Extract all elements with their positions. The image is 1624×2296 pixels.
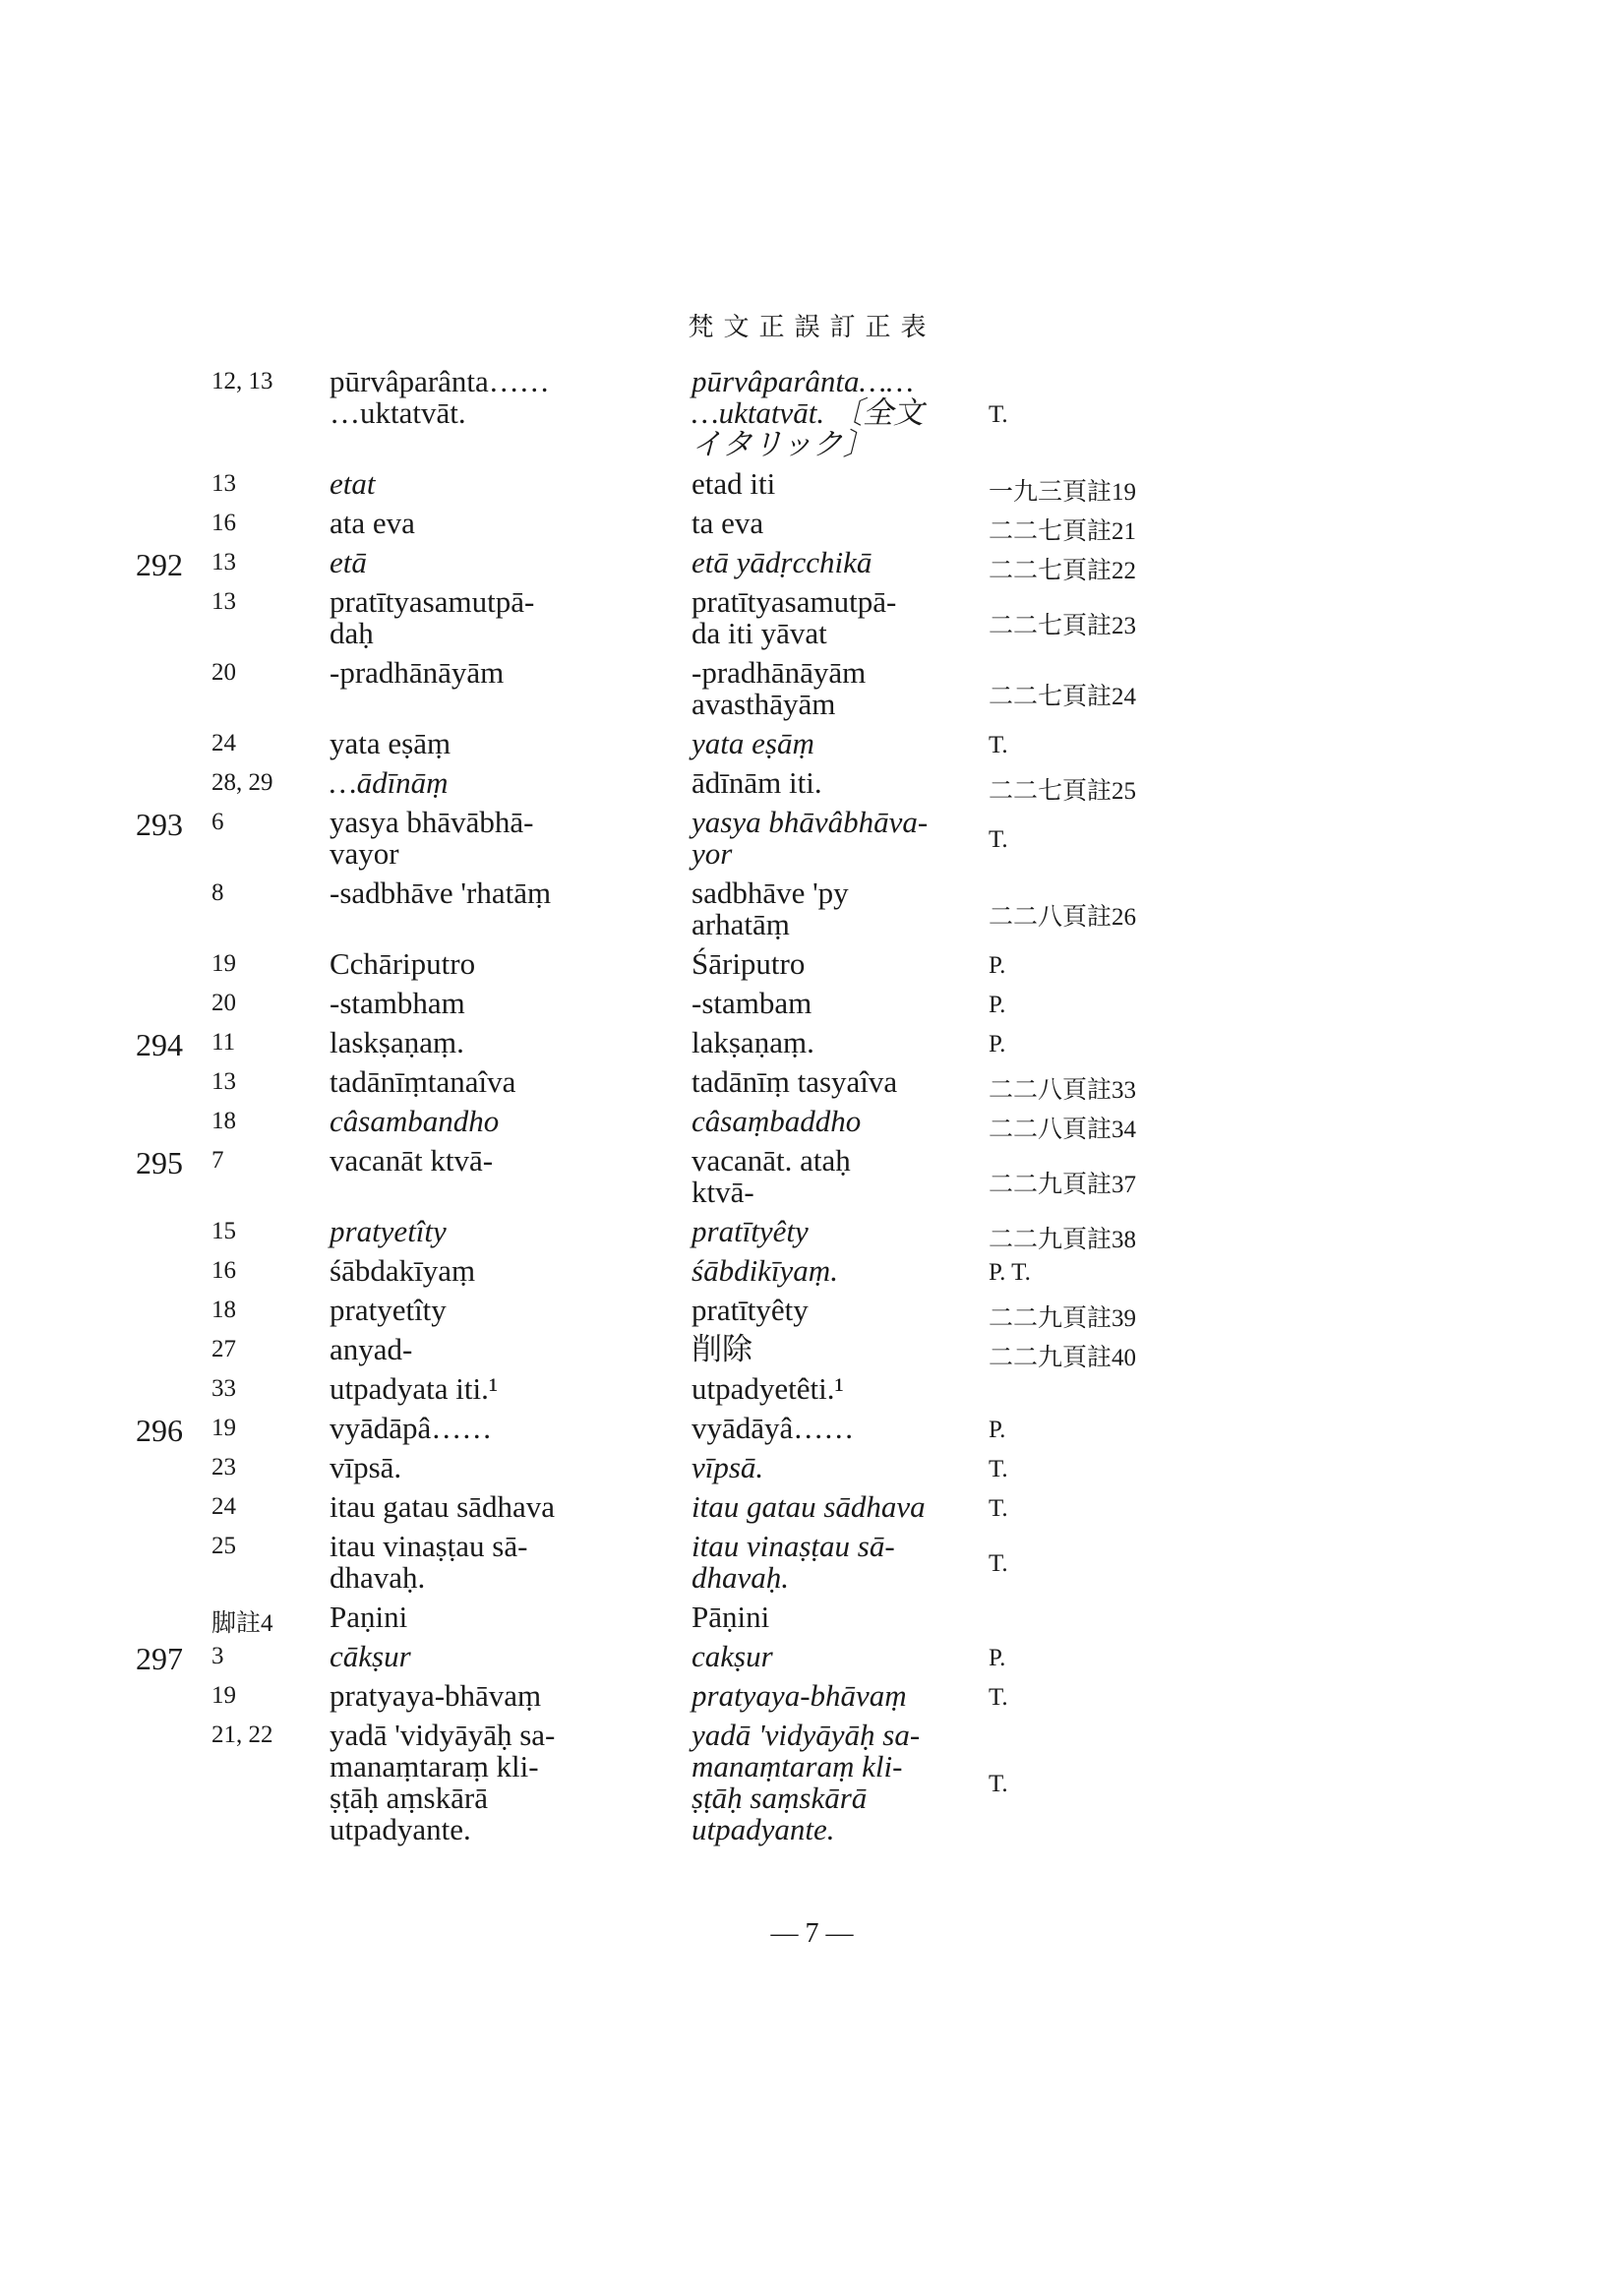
cell-line: 16	[211, 510, 236, 536]
table-row	[0, 728, 1624, 767]
cell-right-line: itau gatau sādhava	[692, 1489, 926, 1524]
cell-right-line: pratītyêty	[692, 1293, 809, 1327]
cell-right-line: câsaṃbaddho	[692, 1104, 862, 1138]
cell-line: 13	[211, 588, 236, 615]
cell-right	[692, 366, 977, 460]
cell-right-line: -pradhānāyām	[692, 655, 867, 690]
cell-line: 11	[211, 1029, 236, 1056]
cell-line: 6	[211, 809, 224, 835]
cell-page: 297	[136, 1641, 183, 1676]
cell-wrong	[330, 988, 664, 1019]
cell-right-line: pratītyasamutpā-	[692, 584, 897, 619]
table-row	[0, 547, 1624, 586]
cell-line: 13	[211, 1068, 236, 1095]
table-row	[0, 1066, 1624, 1106]
cell-wrong-line: …ādīnāṃ	[330, 765, 449, 800]
cell-right	[692, 948, 977, 980]
cell-wrong	[330, 877, 664, 909]
cell-wrong	[330, 728, 664, 759]
table-row	[0, 657, 1624, 728]
cell-right-line: dhavaḥ.	[692, 1560, 790, 1595]
cell-page: 295	[136, 1145, 183, 1180]
table-row	[0, 1680, 1624, 1720]
cell-right-line: yata eṣāṃ	[692, 726, 814, 760]
cell-ref: T.	[989, 826, 1008, 853]
cell-wrong	[330, 1491, 664, 1523]
cell-right-line: yor	[692, 836, 733, 871]
cell-right-line: da iti yāvat	[692, 616, 827, 650]
table-row	[0, 508, 1624, 547]
cell-right	[692, 988, 977, 1019]
cell-wrong	[330, 366, 664, 429]
cell-line: 20	[211, 990, 236, 1016]
cell-right-line: ṣṭāḥ saṃskārā	[692, 1781, 868, 1815]
cell-wrong-line: câsambandho	[330, 1104, 500, 1138]
table-row	[0, 1531, 1624, 1601]
cell-wrong-line: -pradhānāyām	[330, 655, 505, 690]
cell-right-line: -stambam	[692, 986, 812, 1020]
cell-right	[692, 1452, 977, 1483]
cell-right	[692, 508, 977, 539]
cell-wrong-line: pratyaya-bhāvaṃ	[330, 1678, 542, 1713]
cell-ref: 二二七頁註25	[989, 778, 1137, 805]
cell-right	[692, 1066, 977, 1098]
cell-line: 7	[211, 1147, 224, 1174]
cell-wrong	[330, 1295, 664, 1326]
cell-right-line: sadbhāve 'py	[692, 876, 849, 910]
cell-ref: 二二九頁註39	[989, 1305, 1137, 1332]
cell-right-line: utpadyante.	[692, 1812, 835, 1846]
cell-right-line: vīpsā.	[692, 1450, 764, 1484]
cell-wrong-line: itau vinaṣṭau sā-	[330, 1529, 528, 1563]
cell-ref: P.	[989, 1645, 1006, 1671]
cell-ref: 二二七頁註22	[989, 558, 1137, 584]
cell-right-line: etā yādṛcchikā	[692, 545, 872, 579]
table-row	[0, 877, 1624, 948]
cell-right	[692, 1295, 977, 1326]
table-row	[0, 948, 1624, 988]
cell-wrong	[330, 547, 664, 578]
table-row	[0, 1106, 1624, 1145]
cell-right	[692, 1373, 977, 1405]
table-row	[0, 767, 1624, 807]
cell-right	[692, 767, 977, 799]
cell-wrong-line: ata eva	[330, 506, 415, 540]
cell-wrong	[330, 1255, 664, 1287]
cell-wrong-line: dhavaḥ.	[330, 1560, 426, 1595]
cell-right-line: utpadyetêti.¹	[692, 1371, 844, 1406]
cell-right	[692, 1680, 977, 1712]
cell-wrong	[330, 1452, 664, 1483]
cell-wrong-line: pratyetîty	[330, 1214, 447, 1248]
cell-ref: T.	[989, 1771, 1008, 1797]
cell-wrong-line: ṣṭāḥ aṃskārā	[330, 1781, 488, 1815]
cell-wrong	[330, 1145, 664, 1177]
cell-right	[692, 877, 977, 940]
cell-right	[692, 1255, 977, 1287]
cell-right-line: lakṣaṇaṃ.	[692, 1025, 814, 1059]
cell-right-line: pūrvâparânta……	[692, 364, 914, 398]
cell-line: 21, 22	[211, 1722, 273, 1748]
cell-wrong-line: yasya bhāvābhā-	[330, 805, 534, 839]
cell-line: 16	[211, 1257, 236, 1284]
cell-wrong-line: -stambham	[330, 986, 465, 1020]
cell-right-line: arhatāṃ	[692, 907, 790, 941]
cell-wrong	[330, 948, 664, 980]
cell-ref: 二二八頁註26	[989, 904, 1137, 931]
cell-line: 28, 29	[211, 769, 273, 796]
cell-right-line: ta eva	[692, 506, 764, 540]
cell-wrong	[330, 468, 664, 500]
cell-line: 24	[211, 1493, 236, 1520]
cell-right	[692, 1720, 977, 1845]
cell-right	[692, 547, 977, 578]
cell-right-line: etad iti	[692, 466, 776, 501]
page-title: 梵文正誤訂正表	[688, 313, 936, 341]
cell-right-line: イタリック〕	[692, 427, 873, 461]
cell-right	[692, 1413, 977, 1444]
table-row	[0, 1452, 1624, 1491]
cell-right-line: yasya bhāvâbhāva-	[692, 805, 929, 839]
cell-line: 15	[211, 1218, 236, 1244]
table-row	[0, 988, 1624, 1027]
cell-ref: P.	[989, 1417, 1006, 1443]
cell-right	[692, 1216, 977, 1247]
cell-right	[692, 728, 977, 759]
cell-right-line: pratyaya-bhāvaṃ	[692, 1678, 907, 1713]
cell-right	[692, 586, 977, 649]
cell-line: 13	[211, 470, 236, 497]
cell-wrong-line: yata eṣāṃ	[330, 726, 451, 760]
cell-right-line: tadānīṃ tasyaîva	[692, 1064, 898, 1099]
cell-right-line: avasthāyām	[692, 687, 836, 721]
cell-wrong-line: pūrvâparânta……	[330, 364, 550, 398]
cell-wrong-line: vyādāpâ……	[330, 1411, 493, 1445]
cell-right-line: …uktatvāt. 〔全文	[692, 395, 924, 430]
table-row	[0, 1027, 1624, 1066]
cell-line: 20	[211, 659, 236, 686]
cell-right-line: Pāṇini	[692, 1600, 770, 1634]
table-row	[0, 1720, 1624, 1853]
cell-line: 3	[211, 1643, 224, 1669]
cell-right	[692, 1531, 977, 1594]
cell-line: 19	[211, 1682, 236, 1709]
cell-page: 294	[136, 1027, 183, 1062]
cell-right	[692, 1027, 977, 1058]
cell-wrong-line: Paṇini	[330, 1600, 408, 1634]
cell-wrong-line: pratyetîty	[330, 1293, 447, 1327]
cell-wrong	[330, 1373, 664, 1405]
cell-wrong	[330, 586, 664, 649]
cell-wrong	[330, 1216, 664, 1247]
cell-wrong	[330, 1531, 664, 1594]
cell-line: 23	[211, 1454, 236, 1480]
page-number: — 7 —	[770, 1918, 854, 1949]
cell-ref: T.	[989, 1456, 1008, 1482]
cell-line: 25	[211, 1533, 236, 1559]
cell-right	[692, 1145, 977, 1208]
cell-line: 19	[211, 950, 236, 977]
cell-wrong	[330, 1720, 664, 1845]
cell-wrong-line: etā	[330, 545, 367, 579]
cell-ref: 二二七頁註21	[989, 518, 1137, 545]
table-row	[0, 586, 1624, 657]
cell-right-line: yadā 'vidyāyāḥ sa-	[692, 1718, 921, 1752]
cell-ref: 二二九頁註38	[989, 1227, 1137, 1253]
cell-wrong-line: tadānīṃtanaîva	[330, 1064, 516, 1099]
cell-wrong-line: vayor	[330, 836, 399, 871]
cell-right-line: vyādāyâ……	[692, 1411, 855, 1445]
cell-wrong	[330, 657, 664, 689]
cell-right-line: 削除	[692, 1332, 752, 1366]
cell-right-line: cakṣur	[692, 1639, 773, 1673]
cell-right-line: ktvā-	[692, 1175, 754, 1209]
cell-right-line: Śāriputro	[692, 946, 806, 981]
table-row	[0, 1641, 1624, 1680]
cell-ref: 二二九頁註37	[989, 1172, 1137, 1198]
table-row	[0, 1255, 1624, 1295]
cell-wrong	[330, 1027, 664, 1058]
cell-ref: T.	[989, 401, 1008, 428]
cell-right-line: ādīnām iti.	[692, 765, 822, 800]
cell-wrong-line: …uktatvāt.	[330, 395, 466, 430]
cell-wrong	[330, 1106, 664, 1137]
cell-wrong-line: etat	[330, 466, 376, 501]
cell-line: 18	[211, 1297, 236, 1323]
cell-wrong-line: pratītyasamutpā-	[330, 584, 535, 619]
cell-wrong-line: vīpsā.	[330, 1450, 402, 1484]
cell-right	[692, 657, 977, 720]
cell-wrong	[330, 1413, 664, 1444]
cell-right-line: śābdikīyaṃ.	[692, 1253, 838, 1288]
cell-line: 8	[211, 879, 224, 906]
cell-wrong-line: Cchāriputro	[330, 946, 476, 981]
table-row	[0, 1216, 1624, 1255]
cell-right	[692, 1106, 977, 1137]
cell-ref: 二二九頁註40	[989, 1345, 1137, 1371]
cell-line: 33	[211, 1375, 236, 1402]
cell-line: 13	[211, 549, 236, 575]
cell-wrong-line: utpadyata iti.¹	[330, 1371, 499, 1406]
table-row	[0, 468, 1624, 508]
cell-wrong	[330, 1601, 664, 1633]
cell-wrong-line: -sadbhāve 'rhatāṃ	[330, 876, 552, 910]
cell-wrong	[330, 508, 664, 539]
table-row	[0, 366, 1624, 468]
cell-ref: T.	[989, 1550, 1008, 1577]
cell-line: 18	[211, 1108, 236, 1134]
table-row	[0, 1601, 1624, 1641]
cell-wrong	[330, 807, 664, 870]
table-row	[0, 1373, 1624, 1413]
cell-wrong	[330, 1334, 664, 1365]
cell-wrong-line: daḥ	[330, 616, 374, 650]
cell-ref: 二二七頁註24	[989, 684, 1137, 710]
table-row	[0, 1413, 1624, 1452]
cell-ref: 二二八頁註33	[989, 1077, 1137, 1104]
cell-right	[692, 1641, 977, 1672]
cell-right-line: itau vinaṣṭau sā-	[692, 1529, 895, 1563]
cell-ref: P.	[989, 992, 1006, 1018]
cell-line: 12, 13	[211, 368, 273, 394]
cell-ref: P. T.	[989, 1259, 1031, 1286]
cell-ref: 一九三頁註19	[989, 479, 1137, 506]
cell-wrong	[330, 1641, 664, 1672]
cell-ref: T.	[989, 1495, 1008, 1522]
cell-right-line: manaṃtaraṃ kli-	[692, 1749, 903, 1783]
cell-page: 292	[136, 547, 183, 582]
cell-wrong-line: laskṣaṇaṃ.	[330, 1025, 464, 1059]
cell-wrong-line: cākṣur	[330, 1639, 411, 1673]
cell-wrong-line: śābdakīyaṃ	[330, 1253, 476, 1288]
cell-right	[692, 1491, 977, 1523]
cell-right-line: pratītyêty	[692, 1214, 809, 1248]
cell-ref: T.	[989, 732, 1008, 758]
table-row	[0, 807, 1624, 877]
table-row	[0, 1491, 1624, 1531]
cell-line: 24	[211, 730, 236, 756]
table-row	[0, 1295, 1624, 1334]
cell-ref: P.	[989, 952, 1006, 979]
cell-right	[692, 807, 977, 870]
cell-right	[692, 468, 977, 500]
cell-wrong-line: yadā 'vidyāyāḥ sa-	[330, 1718, 556, 1752]
cell-page: 293	[136, 807, 183, 842]
cell-wrong-line: vacanāt ktvā-	[330, 1143, 494, 1178]
cell-wrong	[330, 1066, 664, 1098]
cell-page: 296	[136, 1413, 183, 1448]
cell-line: 脚註4	[211, 1610, 273, 1637]
cell-ref: 二二七頁註23	[989, 613, 1137, 639]
cell-wrong-line: anyad-	[330, 1332, 413, 1366]
cell-ref: T.	[989, 1684, 1008, 1711]
cell-ref: P.	[989, 1031, 1006, 1057]
cell-wrong-line: utpadyante.	[330, 1812, 471, 1846]
cell-line: 19	[211, 1415, 236, 1441]
cell-wrong	[330, 767, 664, 799]
cell-line: 27	[211, 1336, 236, 1362]
cell-right	[692, 1334, 977, 1365]
table-row	[0, 1145, 1624, 1216]
cell-right-line: vacanāt. ataḥ	[692, 1143, 851, 1178]
cell-wrong-line: manaṃtaraṃ kli-	[330, 1749, 539, 1783]
cell-wrong	[330, 1680, 664, 1712]
table-row	[0, 1334, 1624, 1373]
cell-right	[692, 1601, 977, 1633]
cell-wrong-line: itau gatau sādhava	[330, 1489, 555, 1524]
cell-ref: 二二八頁註34	[989, 1117, 1137, 1143]
